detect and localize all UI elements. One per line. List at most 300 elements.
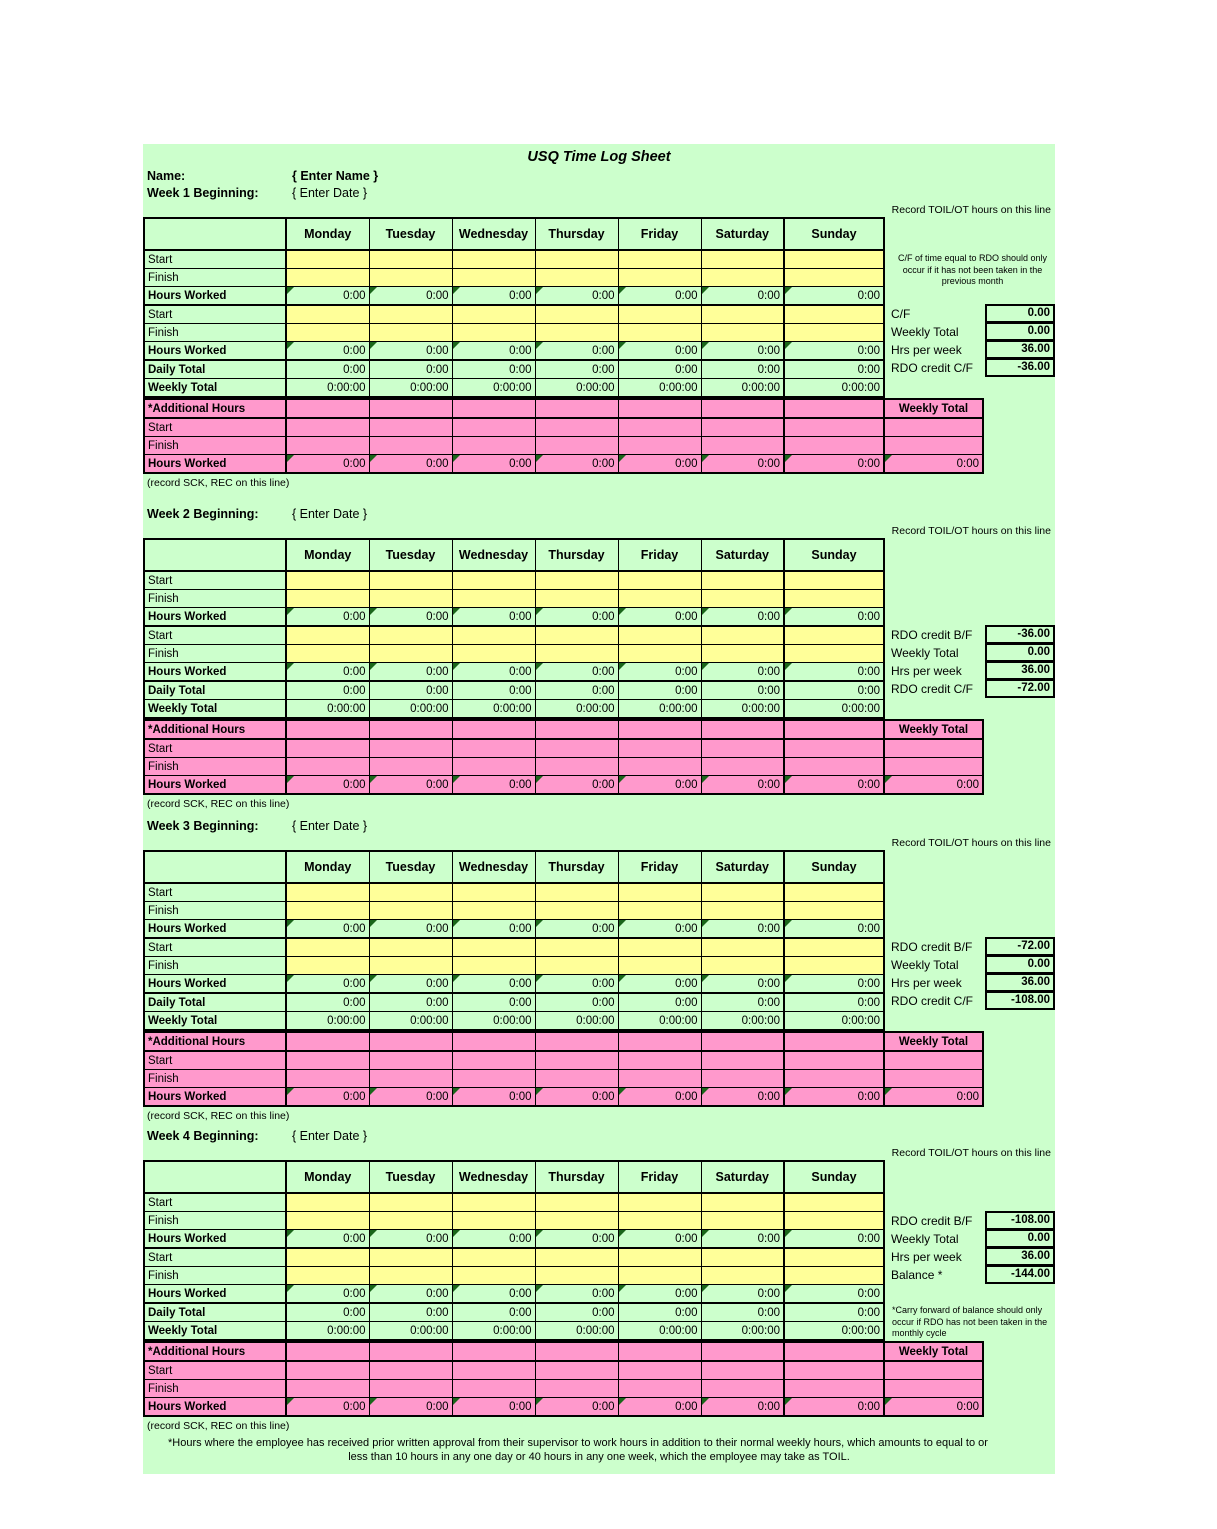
time-entry-cell[interactable] (452, 902, 535, 920)
time-entry-cell[interactable] (701, 324, 784, 342)
additional-hours-worked-cell[interactable]: 0:00 (286, 455, 369, 474)
additional-hours-worked-cell[interactable]: 0:00 (369, 1088, 452, 1107)
time-entry-cell[interactable] (369, 269, 452, 287)
time-entry-cell[interactable] (286, 590, 369, 608)
weekly-total-cell[interactable]: 0:00:00 (286, 700, 369, 719)
pink-blank-cell[interactable] (369, 399, 452, 418)
time-entry-cell[interactable] (784, 305, 884, 324)
hours-worked-cell[interactable]: 0:00 (535, 975, 618, 994)
pink-blank-cell[interactable] (535, 399, 618, 418)
time-entry-cell[interactable] (369, 1051, 452, 1070)
time-entry-cell[interactable] (701, 1051, 784, 1070)
time-entry-cell[interactable] (701, 1361, 784, 1380)
hours-worked-cell[interactable]: 0:00 (369, 342, 452, 361)
time-entry-cell[interactable] (535, 626, 618, 645)
hours-worked-cell[interactable]: 0:00 (784, 663, 884, 682)
hours-worked-cell[interactable]: 0:00 (452, 663, 535, 682)
time-entry-cell[interactable] (452, 645, 535, 663)
time-entry-cell[interactable] (784, 571, 884, 590)
time-entry-cell[interactable] (452, 1051, 535, 1070)
hours-worked-cell[interactable]: 0:00 (701, 663, 784, 682)
time-entry-cell[interactable] (618, 902, 701, 920)
pink-blank-cell[interactable] (784, 720, 884, 739)
time-entry-cell[interactable] (535, 1267, 618, 1285)
additional-hours-worked-cell[interactable]: 0:00 (286, 776, 369, 795)
weekly-total-cell[interactable]: 0:00:00 (618, 1012, 701, 1031)
time-entry-cell[interactable] (784, 1051, 884, 1070)
time-entry-cell[interactable] (701, 1248, 784, 1267)
hours-worked-cell[interactable]: 0:00 (286, 663, 369, 682)
hours-worked-cell[interactable]: 0:00 (535, 1285, 618, 1304)
side-total-cell[interactable]: -72.00 (985, 937, 1055, 956)
time-entry-cell[interactable] (535, 1193, 618, 1212)
weekly-total-cell[interactable]: 0:00:00 (784, 1012, 884, 1031)
additional-hours-worked-cell[interactable]: 0:00 (535, 455, 618, 474)
hours-worked-cell[interactable]: 0:00 (618, 342, 701, 361)
weekly-total-cell[interactable]: 0:00:00 (784, 1322, 884, 1341)
time-entry-cell[interactable] (286, 418, 369, 437)
time-entry-cell[interactable] (784, 418, 884, 437)
daily-total-cell[interactable]: 0:00 (286, 993, 369, 1012)
weekly-total-cell[interactable]: 0:00:00 (535, 1322, 618, 1341)
additional-hours-worked-cell[interactable]: 0:00 (286, 1398, 369, 1417)
time-entry-cell[interactable] (701, 590, 784, 608)
time-entry-cell[interactable] (452, 1193, 535, 1212)
time-entry-cell[interactable] (618, 938, 701, 957)
pink-blank-cell[interactable] (535, 720, 618, 739)
time-entry-cell[interactable] (535, 305, 618, 324)
side-total-cell[interactable]: -144.00 (985, 1265, 1055, 1284)
weekly-total-cell[interactable]: 0:00:00 (369, 1322, 452, 1341)
hours-worked-cell[interactable]: 0:00 (784, 920, 884, 939)
time-entry-cell[interactable] (535, 250, 618, 269)
time-entry-cell[interactable] (618, 1051, 701, 1070)
time-entry-cell[interactable] (452, 938, 535, 957)
daily-total-cell[interactable]: 0:00 (369, 681, 452, 700)
time-entry-cell[interactable] (369, 418, 452, 437)
additional-hours-worked-cell[interactable]: 0:00 (369, 1398, 452, 1417)
time-entry-cell[interactable] (618, 269, 701, 287)
week-date-input-cell[interactable]: { Enter Date } (292, 1129, 368, 1143)
time-entry-cell[interactable] (784, 437, 884, 455)
pink-blank-cell[interactable] (618, 1342, 701, 1361)
time-entry-cell[interactable] (618, 1248, 701, 1267)
time-entry-cell[interactable] (784, 645, 884, 663)
time-entry-cell[interactable] (618, 418, 701, 437)
hours-worked-cell[interactable]: 0:00 (784, 1230, 884, 1249)
name-input-cell[interactable]: { Enter Name } (292, 169, 379, 183)
additional-hours-worked-cell[interactable]: 0:00 (701, 1398, 784, 1417)
side-total-cell[interactable]: 0.00 (985, 322, 1055, 341)
time-entry-cell[interactable] (701, 957, 784, 975)
time-entry-cell[interactable] (535, 269, 618, 287)
time-entry-cell[interactable] (286, 1193, 369, 1212)
time-entry-cell[interactable] (286, 571, 369, 590)
daily-total-cell[interactable]: 0:00 (286, 1303, 369, 1322)
time-entry-cell[interactable] (618, 645, 701, 663)
weekly-total-cell[interactable]: 0:00:00 (618, 379, 701, 398)
daily-total-cell[interactable]: 0:00 (535, 1303, 618, 1322)
week-date-input-cell[interactable]: { Enter Date } (292, 186, 368, 200)
hours-worked-cell[interactable]: 0:00 (618, 920, 701, 939)
hours-worked-cell[interactable]: 0:00 (701, 342, 784, 361)
weekly-total-cell[interactable]: 0:00:00 (452, 1012, 535, 1031)
time-entry-cell[interactable] (286, 437, 369, 455)
week-date-input-cell[interactable]: { Enter Date } (292, 507, 368, 521)
daily-total-cell[interactable]: 0:00 (784, 681, 884, 700)
additional-hours-worked-cell[interactable]: 0:00 (286, 1088, 369, 1107)
time-entry-cell[interactable] (452, 1380, 535, 1398)
weekly-total-cell[interactable]: 0:00:00 (369, 700, 452, 719)
time-entry-cell[interactable] (452, 739, 535, 758)
hours-worked-cell[interactable]: 0:00 (784, 1285, 884, 1304)
time-entry-cell[interactable] (286, 938, 369, 957)
daily-total-cell[interactable]: 0:00 (452, 360, 535, 379)
time-entry-cell[interactable] (369, 883, 452, 902)
weekly-total-cell[interactable]: 0:00:00 (701, 379, 784, 398)
additional-hours-worked-cell[interactable]: 0:00 (618, 455, 701, 474)
time-entry-cell[interactable] (286, 626, 369, 645)
side-total-cell[interactable]: 0.00 (985, 304, 1055, 323)
time-entry-cell[interactable] (701, 1193, 784, 1212)
additional-hours-worked-cell[interactable]: 0:00 (784, 776, 884, 795)
time-entry-cell[interactable] (884, 1380, 983, 1398)
pink-blank-cell[interactable] (784, 1342, 884, 1361)
daily-total-cell[interactable]: 0:00 (452, 681, 535, 700)
time-entry-cell[interactable] (535, 1212, 618, 1230)
time-entry-cell[interactable] (452, 626, 535, 645)
time-entry-cell[interactable] (701, 938, 784, 957)
time-entry-cell[interactable] (535, 957, 618, 975)
side-total-cell[interactable]: -72.00 (985, 679, 1055, 698)
hours-worked-cell[interactable]: 0:00 (369, 287, 452, 306)
weekly-total-cell[interactable]: 0:00:00 (535, 379, 618, 398)
time-entry-cell[interactable] (452, 1248, 535, 1267)
pink-blank-cell[interactable] (784, 1032, 884, 1051)
hours-worked-cell[interactable]: 0:00 (369, 608, 452, 627)
time-entry-cell[interactable] (369, 571, 452, 590)
time-entry-cell[interactable] (286, 957, 369, 975)
hours-worked-cell[interactable]: 0:00 (701, 1285, 784, 1304)
additional-weekly-total-cell[interactable]: 0:00 (884, 1088, 983, 1107)
time-entry-cell[interactable] (452, 883, 535, 902)
time-entry-cell[interactable] (701, 626, 784, 645)
hours-worked-cell[interactable]: 0:00 (452, 920, 535, 939)
time-entry-cell[interactable] (369, 1070, 452, 1088)
pink-blank-cell[interactable] (452, 720, 535, 739)
time-entry-cell[interactable] (784, 902, 884, 920)
hours-worked-cell[interactable]: 0:00 (286, 1230, 369, 1249)
additional-hours-worked-cell[interactable]: 0:00 (618, 1398, 701, 1417)
daily-total-cell[interactable]: 0:00 (784, 360, 884, 379)
time-entry-cell[interactable] (884, 739, 983, 758)
time-entry-cell[interactable] (784, 250, 884, 269)
time-entry-cell[interactable] (452, 324, 535, 342)
pink-blank-cell[interactable] (286, 1342, 369, 1361)
hours-worked-cell[interactable]: 0:00 (286, 975, 369, 994)
pink-blank-cell[interactable] (369, 720, 452, 739)
time-entry-cell[interactable] (784, 938, 884, 957)
time-entry-cell[interactable] (452, 1267, 535, 1285)
time-entry-cell[interactable] (535, 883, 618, 902)
weekly-total-cell[interactable]: 0:00:00 (452, 379, 535, 398)
pink-blank-cell[interactable] (701, 399, 784, 418)
time-entry-cell[interactable] (884, 437, 983, 455)
time-entry-cell[interactable] (701, 1380, 784, 1398)
time-entry-cell[interactable] (618, 1212, 701, 1230)
time-entry-cell[interactable] (286, 1267, 369, 1285)
time-entry-cell[interactable] (369, 1267, 452, 1285)
hours-worked-cell[interactable]: 0:00 (784, 608, 884, 627)
time-entry-cell[interactable] (618, 1380, 701, 1398)
time-entry-cell[interactable] (286, 883, 369, 902)
time-entry-cell[interactable] (701, 571, 784, 590)
time-entry-cell[interactable] (784, 1361, 884, 1380)
additional-weekly-total-cell[interactable]: 0:00 (884, 1398, 983, 1417)
weekly-total-cell[interactable]: 0:00:00 (784, 700, 884, 719)
additional-hours-worked-cell[interactable]: 0:00 (618, 776, 701, 795)
time-entry-cell[interactable] (452, 1070, 535, 1088)
side-total-cell[interactable]: 36.00 (985, 340, 1055, 359)
time-entry-cell[interactable] (701, 269, 784, 287)
time-entry-cell[interactable] (535, 437, 618, 455)
time-entry-cell[interactable] (369, 957, 452, 975)
weekly-total-cell[interactable]: 0:00:00 (286, 1322, 369, 1341)
time-entry-cell[interactable] (618, 1361, 701, 1380)
pink-blank-cell[interactable] (286, 399, 369, 418)
time-entry-cell[interactable] (701, 739, 784, 758)
time-entry-cell[interactable] (784, 1212, 884, 1230)
time-entry-cell[interactable] (286, 1248, 369, 1267)
additional-hours-worked-cell[interactable]: 0:00 (452, 455, 535, 474)
daily-total-cell[interactable]: 0:00 (701, 360, 784, 379)
daily-total-cell[interactable]: 0:00 (784, 1303, 884, 1322)
time-entry-cell[interactable] (286, 250, 369, 269)
additional-weekly-total-cell[interactable]: 0:00 (884, 776, 983, 795)
hours-worked-cell[interactable]: 0:00 (618, 663, 701, 682)
time-entry-cell[interactable] (369, 1193, 452, 1212)
pink-blank-cell[interactable] (618, 399, 701, 418)
time-entry-cell[interactable] (286, 739, 369, 758)
hours-worked-cell[interactable]: 0:00 (452, 608, 535, 627)
time-entry-cell[interactable] (452, 1212, 535, 1230)
hours-worked-cell[interactable]: 0:00 (535, 342, 618, 361)
week-date-input-cell[interactable]: { Enter Date } (292, 819, 368, 833)
time-entry-cell[interactable] (618, 957, 701, 975)
time-entry-cell[interactable] (618, 590, 701, 608)
pink-blank-cell[interactable] (452, 1342, 535, 1361)
time-entry-cell[interactable] (701, 1267, 784, 1285)
time-entry-cell[interactable] (286, 645, 369, 663)
daily-total-cell[interactable]: 0:00 (618, 993, 701, 1012)
weekly-total-cell[interactable]: 0:00:00 (369, 379, 452, 398)
hours-worked-cell[interactable]: 0:00 (452, 1230, 535, 1249)
daily-total-cell[interactable]: 0:00 (452, 1303, 535, 1322)
side-total-cell[interactable]: 0.00 (985, 1229, 1055, 1248)
time-entry-cell[interactable] (701, 902, 784, 920)
time-entry-cell[interactable] (452, 418, 535, 437)
weekly-total-cell[interactable]: 0:00:00 (618, 1322, 701, 1341)
side-total-cell[interactable]: 0.00 (985, 643, 1055, 662)
time-entry-cell[interactable] (369, 645, 452, 663)
time-entry-cell[interactable] (535, 1051, 618, 1070)
additional-hours-worked-cell[interactable]: 0:00 (369, 455, 452, 474)
pink-blank-cell[interactable] (452, 399, 535, 418)
time-entry-cell[interactable] (369, 739, 452, 758)
time-entry-cell[interactable] (369, 250, 452, 269)
hours-worked-cell[interactable]: 0:00 (618, 1285, 701, 1304)
time-entry-cell[interactable] (618, 758, 701, 776)
weekly-total-cell[interactable]: 0:00:00 (452, 1322, 535, 1341)
additional-hours-worked-cell[interactable]: 0:00 (701, 455, 784, 474)
time-entry-cell[interactable] (535, 1248, 618, 1267)
time-entry-cell[interactable] (452, 957, 535, 975)
time-entry-cell[interactable] (369, 626, 452, 645)
time-entry-cell[interactable] (535, 1380, 618, 1398)
time-entry-cell[interactable] (286, 1361, 369, 1380)
time-entry-cell[interactable] (784, 626, 884, 645)
time-entry-cell[interactable] (369, 305, 452, 324)
pink-blank-cell[interactable] (535, 1032, 618, 1051)
time-entry-cell[interactable] (884, 1361, 983, 1380)
time-entry-cell[interactable] (784, 883, 884, 902)
time-entry-cell[interactable] (618, 1267, 701, 1285)
time-entry-cell[interactable] (618, 324, 701, 342)
daily-total-cell[interactable]: 0:00 (535, 681, 618, 700)
hours-worked-cell[interactable]: 0:00 (701, 920, 784, 939)
time-entry-cell[interactable] (535, 418, 618, 437)
weekly-total-cell[interactable]: 0:00:00 (701, 1322, 784, 1341)
time-entry-cell[interactable] (784, 1248, 884, 1267)
side-total-cell[interactable]: 36.00 (985, 661, 1055, 680)
time-entry-cell[interactable] (701, 418, 784, 437)
time-entry-cell[interactable] (701, 645, 784, 663)
time-entry-cell[interactable] (369, 324, 452, 342)
weekly-total-cell[interactable]: 0:00:00 (784, 379, 884, 398)
hours-worked-cell[interactable]: 0:00 (618, 975, 701, 994)
time-entry-cell[interactable] (701, 250, 784, 269)
hours-worked-cell[interactable]: 0:00 (369, 663, 452, 682)
time-entry-cell[interactable] (286, 305, 369, 324)
time-entry-cell[interactable] (535, 739, 618, 758)
time-entry-cell[interactable] (618, 437, 701, 455)
time-entry-cell[interactable] (618, 1193, 701, 1212)
pink-blank-cell[interactable] (369, 1342, 452, 1361)
time-entry-cell[interactable] (701, 1070, 784, 1088)
hours-worked-cell[interactable]: 0:00 (618, 1230, 701, 1249)
weekly-total-cell[interactable]: 0:00:00 (618, 700, 701, 719)
time-entry-cell[interactable] (369, 902, 452, 920)
time-entry-cell[interactable] (452, 1361, 535, 1380)
time-entry-cell[interactable] (369, 590, 452, 608)
weekly-total-cell[interactable]: 0:00:00 (535, 1012, 618, 1031)
hours-worked-cell[interactable]: 0:00 (618, 608, 701, 627)
weekly-total-cell[interactable]: 0:00:00 (452, 700, 535, 719)
additional-weekly-total-cell[interactable]: 0:00 (884, 455, 983, 474)
additional-hours-worked-cell[interactable]: 0:00 (784, 455, 884, 474)
time-entry-cell[interactable] (618, 739, 701, 758)
hours-worked-cell[interactable]: 0:00 (286, 287, 369, 306)
time-entry-cell[interactable] (369, 1248, 452, 1267)
pink-blank-cell[interactable] (286, 1032, 369, 1051)
time-entry-cell[interactable] (535, 938, 618, 957)
hours-worked-cell[interactable]: 0:00 (286, 920, 369, 939)
weekly-total-cell[interactable]: 0:00:00 (286, 1012, 369, 1031)
time-entry-cell[interactable] (784, 957, 884, 975)
additional-hours-worked-cell[interactable]: 0:00 (535, 776, 618, 795)
time-entry-cell[interactable] (618, 883, 701, 902)
time-entry-cell[interactable] (452, 758, 535, 776)
time-entry-cell[interactable] (286, 1380, 369, 1398)
time-entry-cell[interactable] (701, 305, 784, 324)
time-entry-cell[interactable] (784, 739, 884, 758)
hours-worked-cell[interactable]: 0:00 (784, 975, 884, 994)
time-entry-cell[interactable] (452, 571, 535, 590)
hours-worked-cell[interactable]: 0:00 (701, 287, 784, 306)
pink-blank-cell[interactable] (701, 720, 784, 739)
time-entry-cell[interactable] (286, 324, 369, 342)
time-entry-cell[interactable] (535, 758, 618, 776)
time-entry-cell[interactable] (369, 1380, 452, 1398)
side-total-cell[interactable]: -36.00 (985, 358, 1055, 377)
time-entry-cell[interactable] (884, 1051, 983, 1070)
weekly-total-cell[interactable]: 0:00:00 (701, 700, 784, 719)
pink-blank-cell[interactable] (535, 1342, 618, 1361)
pink-blank-cell[interactable] (618, 1032, 701, 1051)
hours-worked-cell[interactable]: 0:00 (701, 608, 784, 627)
daily-total-cell[interactable]: 0:00 (701, 993, 784, 1012)
time-entry-cell[interactable] (452, 250, 535, 269)
time-entry-cell[interactable] (369, 1212, 452, 1230)
time-entry-cell[interactable] (369, 1361, 452, 1380)
side-total-cell[interactable]: -36.00 (985, 625, 1055, 644)
time-entry-cell[interactable] (701, 1212, 784, 1230)
time-entry-cell[interactable] (618, 1070, 701, 1088)
hours-worked-cell[interactable]: 0:00 (369, 975, 452, 994)
time-entry-cell[interactable] (784, 1267, 884, 1285)
hours-worked-cell[interactable]: 0:00 (784, 287, 884, 306)
weekly-total-cell[interactable]: 0:00:00 (535, 700, 618, 719)
time-entry-cell[interactable] (535, 571, 618, 590)
hours-worked-cell[interactable]: 0:00 (618, 287, 701, 306)
time-entry-cell[interactable] (784, 1070, 884, 1088)
time-entry-cell[interactable] (286, 902, 369, 920)
hours-worked-cell[interactable]: 0:00 (369, 1285, 452, 1304)
hours-worked-cell[interactable]: 0:00 (369, 1230, 452, 1249)
daily-total-cell[interactable]: 0:00 (618, 1303, 701, 1322)
additional-hours-worked-cell[interactable]: 0:00 (535, 1398, 618, 1417)
time-entry-cell[interactable] (535, 1070, 618, 1088)
time-entry-cell[interactable] (452, 437, 535, 455)
time-entry-cell[interactable] (452, 305, 535, 324)
weekly-total-cell[interactable]: 0:00:00 (286, 379, 369, 398)
hours-worked-cell[interactable]: 0:00 (369, 920, 452, 939)
weekly-total-cell[interactable]: 0:00:00 (369, 1012, 452, 1031)
pink-blank-cell[interactable] (369, 1032, 452, 1051)
daily-total-cell[interactable]: 0:00 (369, 1303, 452, 1322)
time-entry-cell[interactable] (452, 269, 535, 287)
time-entry-cell[interactable] (369, 938, 452, 957)
additional-hours-worked-cell[interactable]: 0:00 (618, 1088, 701, 1107)
additional-hours-worked-cell[interactable]: 0:00 (452, 776, 535, 795)
hours-worked-cell[interactable]: 0:00 (452, 975, 535, 994)
side-total-cell[interactable]: 0.00 (985, 955, 1055, 974)
daily-total-cell[interactable]: 0:00 (784, 993, 884, 1012)
time-entry-cell[interactable] (286, 1212, 369, 1230)
time-entry-cell[interactable] (784, 269, 884, 287)
pink-blank-cell[interactable] (452, 1032, 535, 1051)
weekly-total-cell[interactable]: 0:00:00 (701, 1012, 784, 1031)
